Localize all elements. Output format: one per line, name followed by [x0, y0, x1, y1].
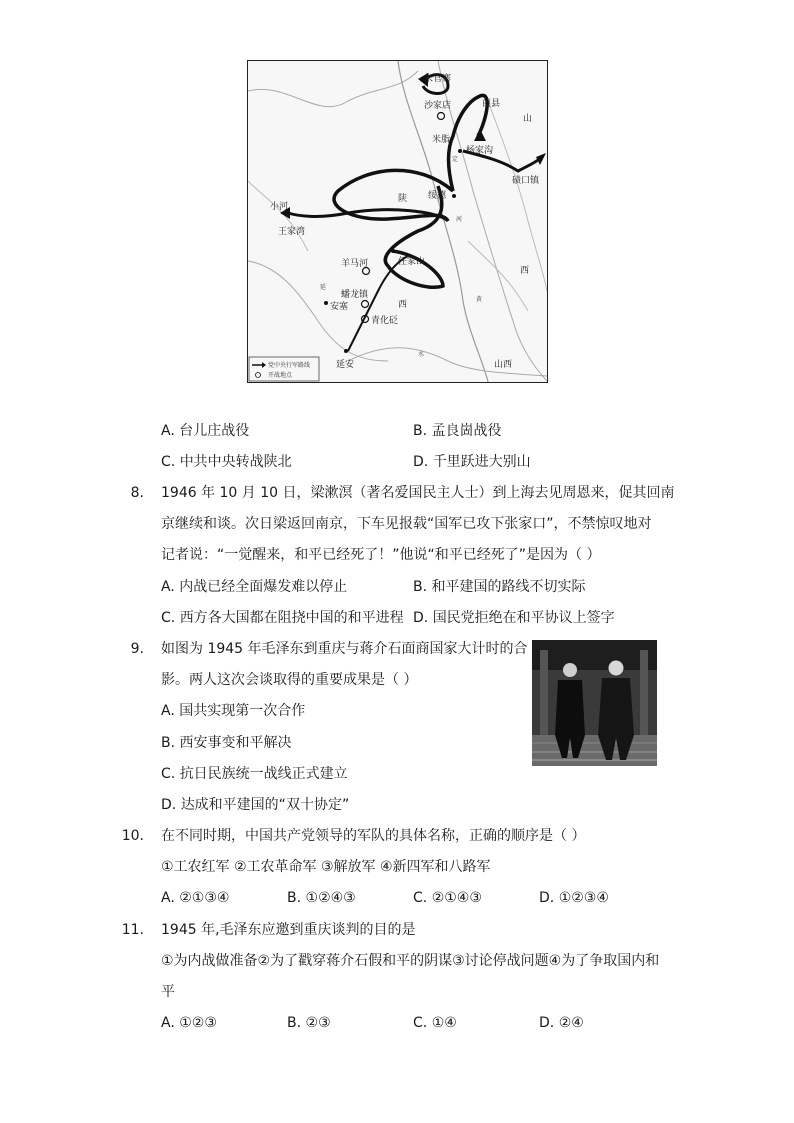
option-text: 西方各大国都在阻挠中国的和平进程	[179, 610, 404, 626]
option-text: ②①③④	[179, 890, 230, 906]
option-text: ①④	[431, 1015, 457, 1031]
map-label-yanan: 延安	[336, 360, 355, 370]
map-label-qikouzhen: 碛口镇	[512, 176, 540, 186]
map-label-qinghuabian: 青化砭	[371, 316, 399, 326]
map-label-shan: 山	[523, 114, 533, 124]
option-letter: C.	[161, 610, 176, 626]
map-label-he: 河	[456, 216, 463, 223]
q11-number: 11.	[121, 922, 144, 938]
q9-option-a[interactable]	[161, 701, 305, 721]
option-text: 达成和平建国的“双十协定”	[180, 797, 350, 813]
option-letter: C.	[161, 766, 176, 782]
option-text: 内战已经全面爆发难以停止	[179, 579, 348, 595]
option-text: ①②④③	[305, 890, 356, 906]
option-text: 千里跃进大别山	[432, 454, 531, 470]
q10-option-d[interactable]	[539, 888, 609, 908]
q8-option-c[interactable]	[161, 608, 404, 628]
map-label-rejiashan: 任家山	[398, 257, 426, 267]
q9-option-d[interactable]	[161, 795, 349, 815]
legend-battle: 开战地点	[268, 372, 293, 379]
map-label-suide: 绥德	[428, 191, 447, 201]
map-label-yangmahe: 羊马河	[341, 259, 369, 269]
panlongzhen-marker	[362, 301, 369, 308]
q11-stem-line3: 平	[161, 984, 175, 1000]
map-label-zhuguanzhai: 朱官寨	[424, 74, 452, 84]
q9-option-b[interactable]	[161, 733, 292, 753]
option-letter: D.	[539, 890, 555, 906]
option-text: ②①④③	[431, 890, 482, 906]
shajiadian-marker	[438, 113, 445, 120]
option-letter: A.	[161, 423, 175, 439]
option-letter: A.	[161, 703, 175, 719]
option-letter: A.	[161, 579, 175, 595]
option-text: ①②③	[179, 1015, 217, 1031]
option-letter: B.	[287, 1015, 302, 1031]
option-text: 和平建国的路线不切实际	[431, 579, 586, 595]
option-letter: C.	[413, 890, 428, 906]
q9-stem-line1: 如图为 1945 年毛泽东到重庆与蒋介石面商国家大计时的合	[161, 641, 528, 657]
q9-option-c[interactable]	[161, 764, 348, 784]
map-label-wangjiawan: 王家湾	[278, 227, 306, 237]
map-label-shui: 水	[418, 351, 425, 358]
northern-shaanxi-route-map	[247, 60, 548, 383]
q7-option-c[interactable]	[161, 452, 292, 472]
map-label-mizhi: 米脂	[432, 135, 451, 145]
q7-option-d[interactable]	[413, 452, 531, 472]
option-text: ①②③④	[558, 890, 609, 906]
option-text: 台儿庄战役	[179, 423, 250, 439]
option-letter: B.	[413, 579, 428, 595]
option-letter: D.	[413, 610, 429, 626]
map-label-huang: 黄	[476, 296, 483, 303]
q11-stem-line1: 1945 年,毛泽东应邀到重庆谈判的目的是	[161, 922, 416, 938]
option-text: 抗日民族统一战线正式建立	[179, 766, 348, 782]
q11-option-b[interactable]	[287, 1013, 331, 1033]
q10-stem-line1: 在不同时期，中国共产党领导的军队的具体名称，正确的顺序是（ ）	[161, 828, 586, 844]
q10-option-c[interactable]	[413, 888, 482, 908]
map-label-ding: 定	[452, 156, 459, 163]
option-text: 孟良崮战役	[431, 423, 502, 439]
map-label-xi-mid: 西	[398, 300, 408, 310]
q8-number: 8.	[130, 485, 144, 501]
option-letter: D.	[539, 1015, 555, 1031]
map-label-xiaohe: 小河	[270, 202, 289, 212]
option-letter: B.	[413, 423, 428, 439]
map-label-yangjiagou: 杨家沟	[466, 146, 494, 156]
q7-option-a[interactable]	[161, 421, 249, 441]
q9-number: 9.	[130, 641, 144, 657]
q11-stem-line2: ①为内战做准备②为了戳穿蒋介石假和平的阴谋③讨论停战问题④为了争取国内和	[161, 953, 660, 969]
option-letter: C.	[413, 1015, 428, 1031]
q7-option-b[interactable]	[413, 421, 502, 441]
q8-stem-line3: 记者说：“一觉醒来，和平已经死了！”他说“和平已经死了”是因为（ ）	[161, 547, 601, 563]
q11-option-d[interactable]	[539, 1013, 584, 1033]
map-label-shaan: 陕	[398, 194, 408, 204]
q9-stem-line2: 影。两人这次会谈取得的重要成果是（ ）	[161, 672, 418, 688]
option-letter: A.	[161, 1015, 175, 1031]
option-letter: B.	[161, 735, 176, 751]
q8-stem-line1: 1946 年 10 月 10 日，梁漱溟（著名爱国民主人士）到上海去见周恩来，促其回南	[161, 485, 675, 501]
map-label-ansai: 安塞	[330, 302, 349, 312]
option-letter: B.	[287, 890, 302, 906]
q10-stem-line2: ①工农红军 ②工农革命军 ③解放军 ④新四军和八路军	[161, 859, 491, 875]
option-text: ②④	[558, 1015, 584, 1031]
q8-stem-line2: 京继续和谈。次日梁返回南京，下车见报载“国军已攻下张家口”，不禁惊叹地对	[161, 516, 652, 532]
q11-option-a[interactable]	[161, 1013, 217, 1033]
q8-option-b[interactable]	[413, 577, 586, 597]
map-label-xi-right: 西	[520, 266, 530, 276]
q8-option-d[interactable]	[413, 608, 615, 628]
map-label-shanxi: 山西	[494, 360, 513, 370]
q8-option-a[interactable]	[161, 577, 347, 597]
option-text: 国民党拒绝在和平协议上签字	[432, 610, 615, 626]
q10-number: 10.	[121, 828, 144, 844]
option-letter: C.	[161, 454, 176, 470]
option-text: 国共实现第一次合作	[179, 703, 306, 719]
legend-route: 党中央行军路线	[268, 362, 311, 369]
q11-option-c[interactable]	[413, 1013, 457, 1033]
option-letter: A.	[161, 890, 175, 906]
option-letter: D.	[161, 797, 177, 813]
map-drawing	[248, 61, 547, 382]
option-text: 中共中央转战陕北	[179, 454, 292, 470]
option-text: 西安事变和平解决	[179, 735, 292, 751]
map-label-shajiadian: 沙家店	[424, 101, 452, 111]
chongqing-negotiation-photo	[532, 640, 657, 766]
q10-option-a[interactable]	[161, 888, 229, 908]
option-text: ②③	[305, 1015, 331, 1031]
map-label-panlongzhen: 蟠龙镇	[341, 290, 369, 300]
map-label-xiaxian: 葭县	[482, 99, 501, 109]
map-label-yan: 延	[320, 284, 327, 291]
q10-option-b[interactable]	[287, 888, 356, 908]
option-letter: D.	[413, 454, 429, 470]
